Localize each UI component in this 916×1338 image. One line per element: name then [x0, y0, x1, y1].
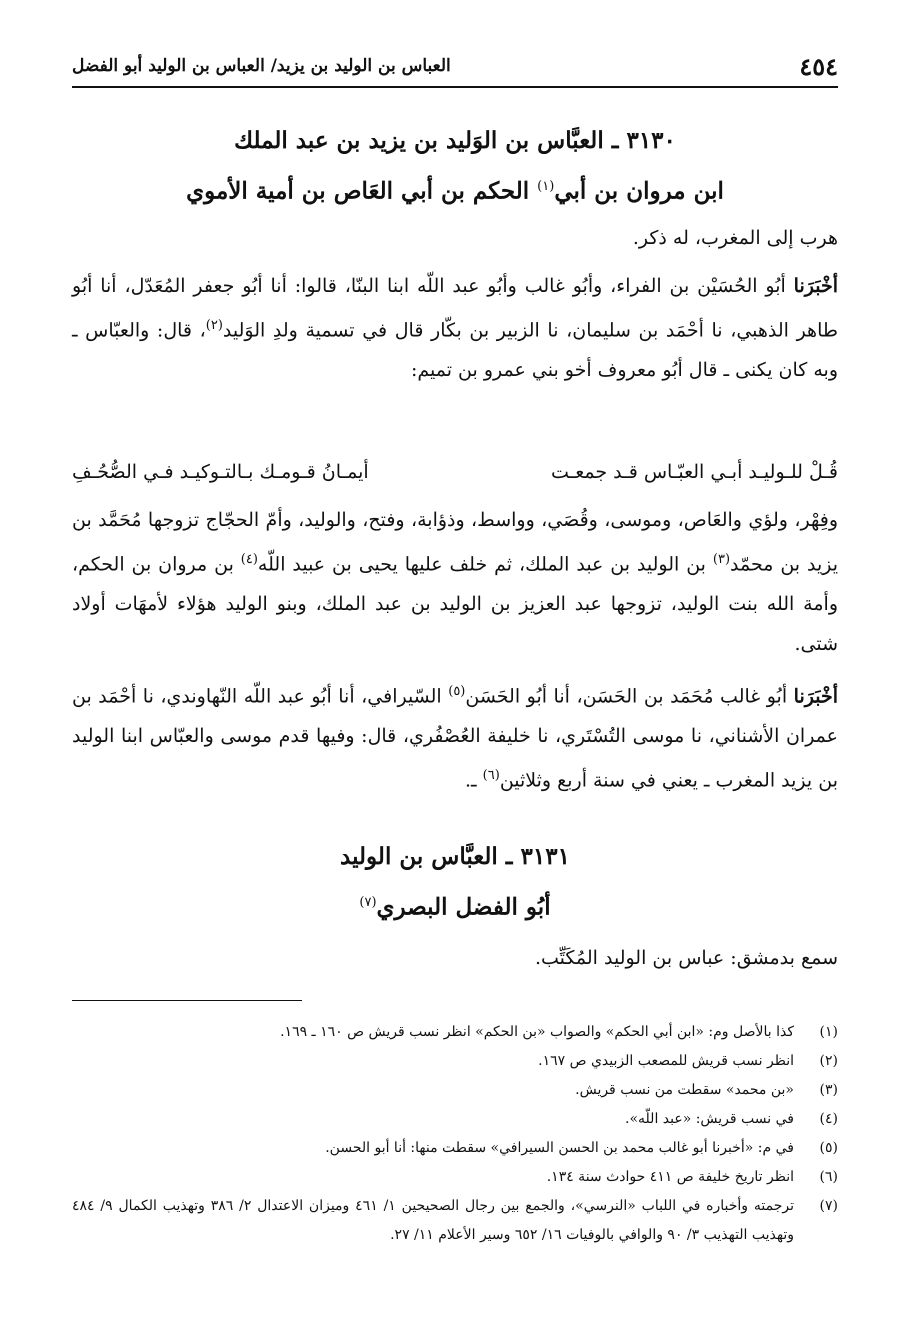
entry-3130-paragraph-3 — [72, 672, 838, 801]
footnote-ref-5[interactable]: (٥) — [448, 684, 466, 699]
footnote-number: (٤) — [819, 1111, 838, 1127]
footnote-number: (٣) — [819, 1082, 838, 1098]
running-header — [72, 50, 838, 88]
entry-3130-paragraph-1 — [72, 266, 838, 390]
footnote-text: «بن محمد» سقطت من نسب قريش. — [575, 1082, 794, 1098]
entry-3130-title-line1: ٣١٣٠ ـ العبَّاس بن الوَليد بن يزيد بن عبد الملك — [234, 127, 676, 154]
paragraph-1-text-a: أبُو الحُسَيْن بن الفراء، وأبُو غالب وأبُو عبد اللّه ابنا البنّا، قالوا: أنا أبُو جعفر المُعَدّل، أنا أبُو طاهر الذهبي، نا أحْمَد بن سليمان، نا الزبير بن بكّار قال في تسمية ولدِ الوَليد — [72, 275, 838, 342]
paragraph-2-text-a: وفِهْر، ولؤي والعَاص، وموسى، وقُصَي، وواسط، وذؤابة، وفتح، والوليد، وأمّ الحجّاج تزوجها مُحَمَّد بن يزيد بن محمّد — [72, 509, 838, 576]
footnote-item — [72, 1076, 838, 1105]
paragraph-3-text-a: أبُو غالب مُحَمَد بن الحَسَن، أنا أبُو الحَسَن — [465, 685, 794, 708]
entry-3130-title-line2-b: الحكم بن أبي العَاص بن أمية الأموي — [186, 177, 538, 205]
entry-3130-title-line2-a: ابن مروان بن أبي — [554, 177, 724, 205]
footnote-text: انظر تاريخ خليفة ص ٤١١ حوادث سنة ١٣٤. — [546, 1169, 794, 1185]
verse-second-hemistich: أيمـانُ قـومـك بـالتـوكيـد فـي الصُّحُـفِ — [72, 461, 369, 483]
paragraph-2-text-b: بن الوليد بن عبد الملك، ثم خلف عليها يحيى بن عبيد اللّه — [257, 553, 713, 576]
footnote-ref-3[interactable]: (٣) — [712, 552, 731, 567]
footnote-ref-1[interactable]: (١) — [537, 179, 555, 194]
akhbarana-lead: أخْبَرَنا — [793, 685, 838, 708]
entry-3130-intro: هرب إلى المغرب، له ذكر. — [632, 227, 838, 249]
entry-3130-title — [72, 118, 838, 215]
poem-verse — [72, 452, 838, 492]
footnote-number: (٦) — [819, 1169, 838, 1185]
entry-3131-title-line1: ٣١٣١ ـ العبَّاس بن الوليد — [340, 843, 570, 870]
footnote-text: في م: «أخبرنا أبو غالب محمد بن الحسن السيرافي» سقطت منها: أنا أبو الحسن. — [325, 1140, 794, 1156]
entry-3131-title-line2-text: أبُو الفضل البصري — [376, 893, 551, 921]
footnote-number: (٥) — [819, 1140, 838, 1156]
footnote-ref-6[interactable]: (٦) — [482, 768, 500, 784]
footnote-text: في نسب قريش: «عبد اللّه». — [625, 1111, 794, 1127]
footnote-text: كذا بالأصل وم: «ابن أبي الحكم» والصواب «بن الحكم» انظر نسب قريش ص ١٦٠ ـ ١٦٩. — [280, 1024, 794, 1040]
paragraph-3-text-b: السّيرافي، أنا أبُو عبد اللّه النّهاوندي، نا أحْمَد بن عمران الأشناني، نا موسى التُسْتَري، نا خليفة العُصْفُري، قال: وفيها قدم موسى والعبّاس ابنا الوليد بن يزيد المغرب ـ يعني في سنة أربع وثلاثين — [72, 685, 838, 792]
running-title: العباس بن الوليد بن يزيد/ العباس بن الوليد أبو الفضل — [72, 56, 451, 76]
footnote-item — [72, 1047, 838, 1076]
paragraph-3-text-c: ـ. — [465, 769, 483, 792]
footnote-ref-7[interactable]: (٧) — [359, 895, 377, 910]
entry-3131-title — [72, 834, 838, 931]
footnote-ref-4[interactable]: (٤) — [240, 552, 258, 567]
footnote-item — [72, 1105, 838, 1134]
entry-3130-paragraph-2 — [72, 500, 838, 664]
footnotes — [72, 1018, 838, 1250]
paragraph-2-text-c: بن مروان بن الحكم، وأمة الله بنت الوليد، تزوجها عبد العزيز بن الوليد بن عبد الملك، وبنو الوليد هؤلاء لأمهَات أولاد شتى. — [72, 553, 838, 656]
footnote-item — [72, 1134, 838, 1163]
verse-first-hemistich: قُـلْ للـوليـد أبـي العبّـاس قـد جمعـت — [551, 461, 838, 483]
footnote-item — [72, 1018, 838, 1047]
entry-3130-title-line2 — [72, 164, 838, 215]
footnote-ref-2[interactable]: (٢) — [205, 318, 223, 333]
footnote-number: (١) — [819, 1024, 838, 1040]
footnote-separator — [72, 1000, 302, 1001]
footnote-item — [72, 1163, 838, 1192]
footnote-number: (٢) — [819, 1053, 838, 1069]
footnote-item — [72, 1192, 838, 1250]
footnote-number: (٧) — [819, 1198, 838, 1214]
entry-3131-title-line2 — [72, 880, 838, 931]
akhbarana-lead: أخْبَرَنا — [793, 275, 838, 297]
page-number: ٤٥٤ — [799, 52, 838, 81]
paragraph-1-text-b: ، قال: والعبّاس ـ وبه كان يكنى ـ قال أبُو معروف أخو بني عمرو بن تميم: — [72, 319, 838, 382]
footnote-text: ترجمته وأخباره في اللباب «النرسي»، والجمع بين رجال الصحيحين ١/ ٤٦١ وميزان الاعتدال ٢/ ٣٨٦ وتهذيب الكمال ٩/ ٤٨٤ وتهذيب التهذيب ٣/ ٩٠ والوافي بالوفيات ١٦/ ٦٥٢ وسير الأعلام ١١/ ٢٧. — [72, 1198, 794, 1243]
footnote-text: انظر نسب قريش للمصعب الزبيدي ص ١٦٧. — [538, 1053, 794, 1069]
entry-3131-text: سمع بدمشق: عباس بن الوليد المُكَتِّب. — [534, 947, 838, 969]
